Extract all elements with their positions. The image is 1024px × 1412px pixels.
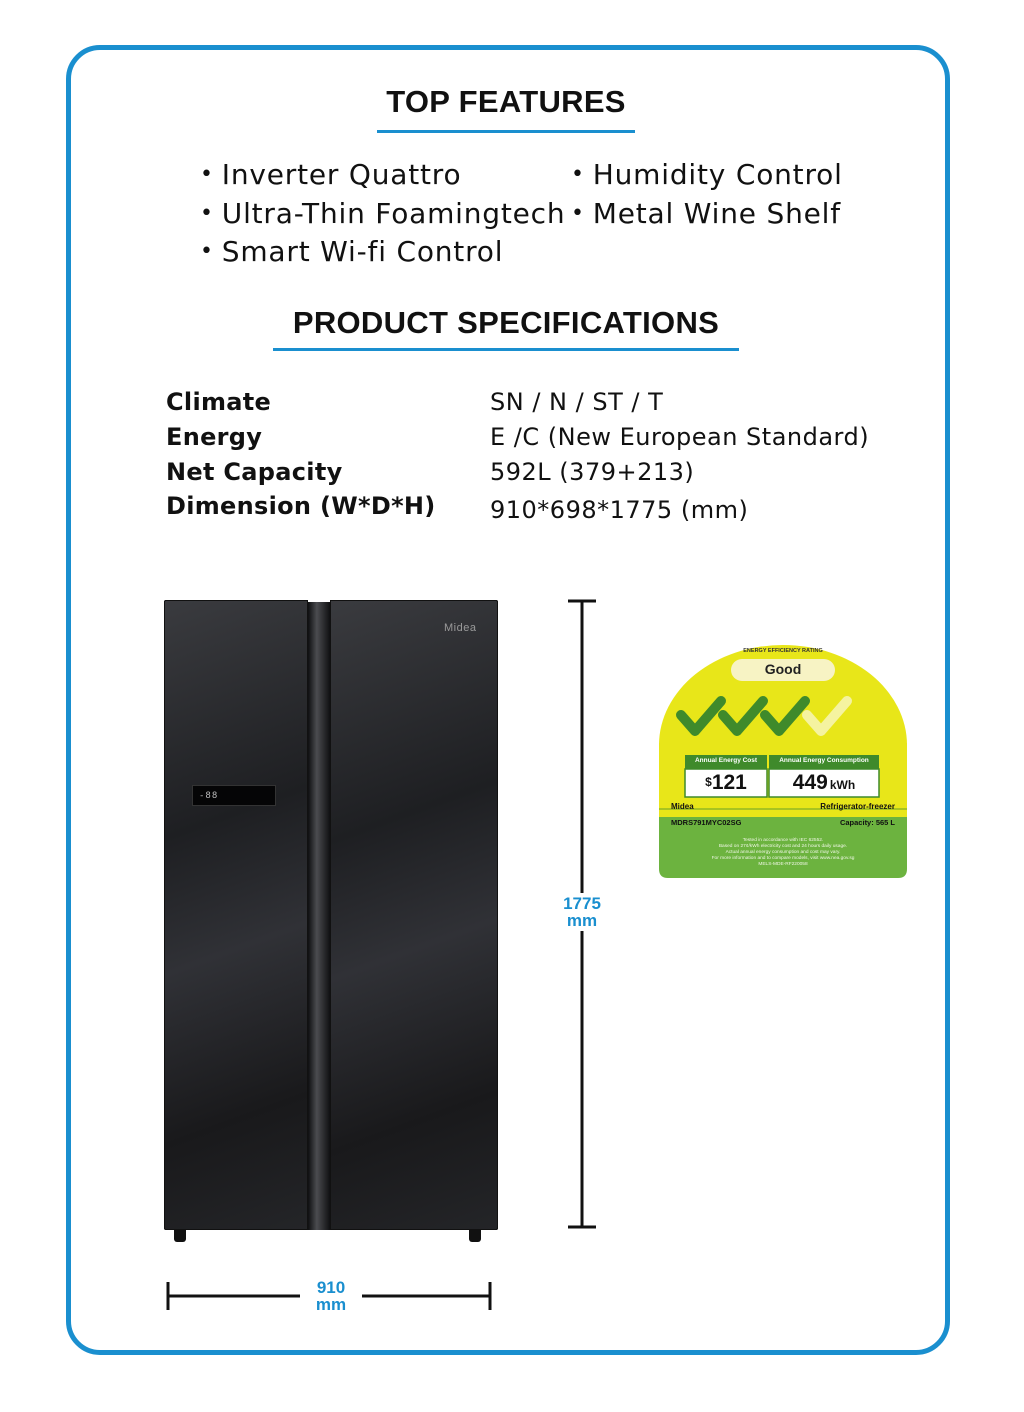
annual-energy-cost-value: $121 — [705, 771, 747, 794]
fridge-door-gap — [308, 602, 330, 1230]
spec-value-climate: SN / N / ST / T — [490, 388, 664, 416]
label-capacity: Capacity: 565 L — [839, 818, 895, 827]
top-features-title: TOP FEATURES — [386, 84, 626, 119]
width-unit: mm — [315, 1295, 347, 1314]
energy-efficiency-label — [659, 645, 907, 878]
spec-value-energy: E /C (New European Standard) — [490, 423, 870, 451]
feature-item: • Humidity Control — [571, 158, 843, 191]
spec-key-net-capacity: Net Capacity — [166, 458, 343, 486]
annual-energy-consumption-value: 449 kWh — [792, 771, 856, 794]
label-footnotes: Tested in accordance with IEC 62552. Based on 27¢/kWh electricity cost and 24 hours daily usage. Actual annual energy consumption and cost may vary. For more information and to compare models, visit www.nea.gov.sg MELS-MDE-RF220058 — [711, 838, 855, 867]
midea-logo: Midea — [444, 622, 477, 634]
label-brand: Midea — [671, 802, 694, 811]
spec-key-climate: Climate — [166, 388, 272, 416]
feature-item: • Smart Wi-fi Control — [200, 235, 504, 268]
feature-item: • Ultra-Thin Foamingtech — [200, 197, 566, 230]
spec-value-net-capacity: 592L (379+213) — [490, 458, 695, 486]
feature-item: • Inverter Quattro — [200, 158, 462, 191]
height-dimension-label — [552, 893, 612, 931]
feature-item: • Metal Wine Shelf — [571, 197, 841, 230]
refrigerator-image — [164, 600, 498, 1245]
label-model: MDRS791MYC02SG — [671, 818, 742, 827]
display-readout: -88 — [199, 791, 219, 801]
fridge-right-door — [330, 600, 498, 1230]
height-value: 1775 — [563, 894, 601, 913]
width-dimension-label — [300, 1279, 362, 1313]
energy-rating-text: Good — [764, 661, 802, 677]
annual-energy-consumption-label: Annual Energy Consumption — [779, 757, 869, 764]
label-product-type: Refrigerator-freezer — [820, 802, 895, 811]
energy-label-header: ENERGY EFFICIENCY RATING — [743, 648, 823, 654]
product-specifications-underline — [273, 348, 739, 351]
spec-key-dimension: Dimension (W*D*H) — [166, 492, 436, 520]
product-specifications-title: PRODUCT SPECIFICATIONS — [292, 305, 720, 340]
fridge-foot — [174, 1230, 186, 1242]
height-unit: mm — [566, 911, 598, 930]
spec-value-dimension: 910*698*1775 (mm) — [490, 496, 749, 524]
top-features-underline — [377, 130, 635, 133]
fridge-foot — [469, 1230, 481, 1242]
control-display-panel — [192, 785, 276, 806]
annual-energy-cost-label: Annual Energy Cost — [694, 757, 758, 764]
spec-key-energy: Energy — [166, 423, 263, 451]
fridge-left-door — [164, 600, 308, 1230]
width-value: 910 — [316, 1278, 346, 1297]
